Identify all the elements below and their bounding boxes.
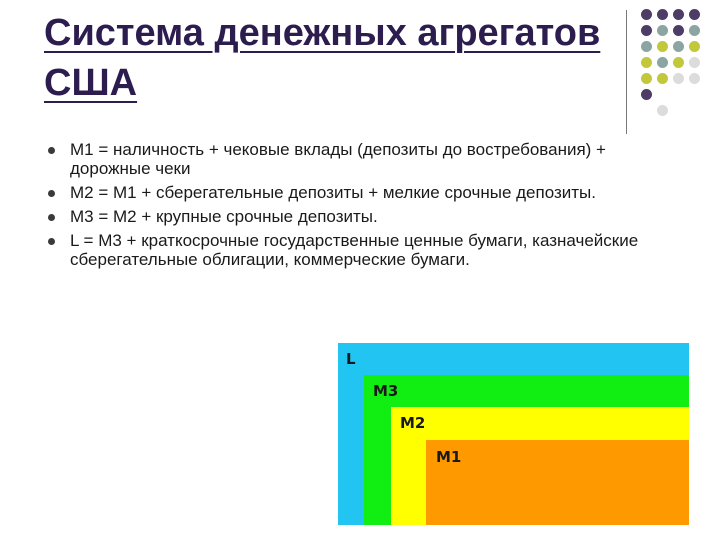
title-divider-line (626, 10, 627, 134)
bullet-text: L = M3 + краткосрочные государственные ценные бумаги, казначейские сберегательные облигации, коммерческие бумаги. (70, 231, 639, 269)
decorative-dot (641, 57, 652, 68)
bullet-dot-icon (48, 147, 55, 154)
bullet-text: M3 = M2 + крупные срочные депозиты. (70, 207, 378, 226)
aggregate-label-m3: M3 (373, 382, 399, 400)
slide-title: Система денежных агрегатов США (44, 12, 601, 104)
aggregate-label-m1: M1 (436, 448, 462, 466)
decorative-dot (657, 9, 668, 20)
decorative-dot (657, 41, 668, 52)
decorative-dot (657, 57, 668, 68)
decorative-dot (641, 73, 652, 84)
decorative-dot (689, 57, 700, 68)
bullet-item-m3 (48, 207, 668, 226)
decorative-dot (673, 9, 684, 20)
decorative-dot (673, 73, 684, 84)
aggregate-label-l: L (346, 350, 356, 368)
decorative-dot (689, 73, 700, 84)
bullet-item-m1 (48, 140, 668, 178)
decorative-dot (673, 57, 684, 68)
decorative-dot (673, 41, 684, 52)
decorative-dot (689, 41, 700, 52)
decorative-dot (657, 25, 668, 36)
decorative-dot (689, 9, 700, 20)
decorative-dot (673, 25, 684, 36)
bullet-text: M1 = наличность + чековые вклады (депозиты до востребования) + дорожные чеки (70, 140, 606, 178)
decorative-dot (641, 41, 652, 52)
bullet-dot-icon (48, 238, 55, 245)
aggregate-label-m2: M2 (400, 414, 426, 432)
bullet-item-m2 (48, 183, 668, 202)
bullet-text: M2 = M1 + сберегательные депозиты + мелкие срочные депозиты. (70, 183, 597, 202)
decorative-dot (641, 89, 652, 100)
bullet-item-l (48, 231, 668, 269)
bullet-dot-icon (48, 190, 55, 197)
decorative-dot (689, 25, 700, 36)
bullet-dot-icon (48, 214, 55, 221)
aggregate-box-m1 (426, 440, 689, 525)
decorative-dot (641, 25, 652, 36)
decorative-dot (641, 9, 652, 20)
decorative-dot (657, 73, 668, 84)
bullet-list (48, 140, 668, 274)
decorative-dot (657, 105, 668, 116)
